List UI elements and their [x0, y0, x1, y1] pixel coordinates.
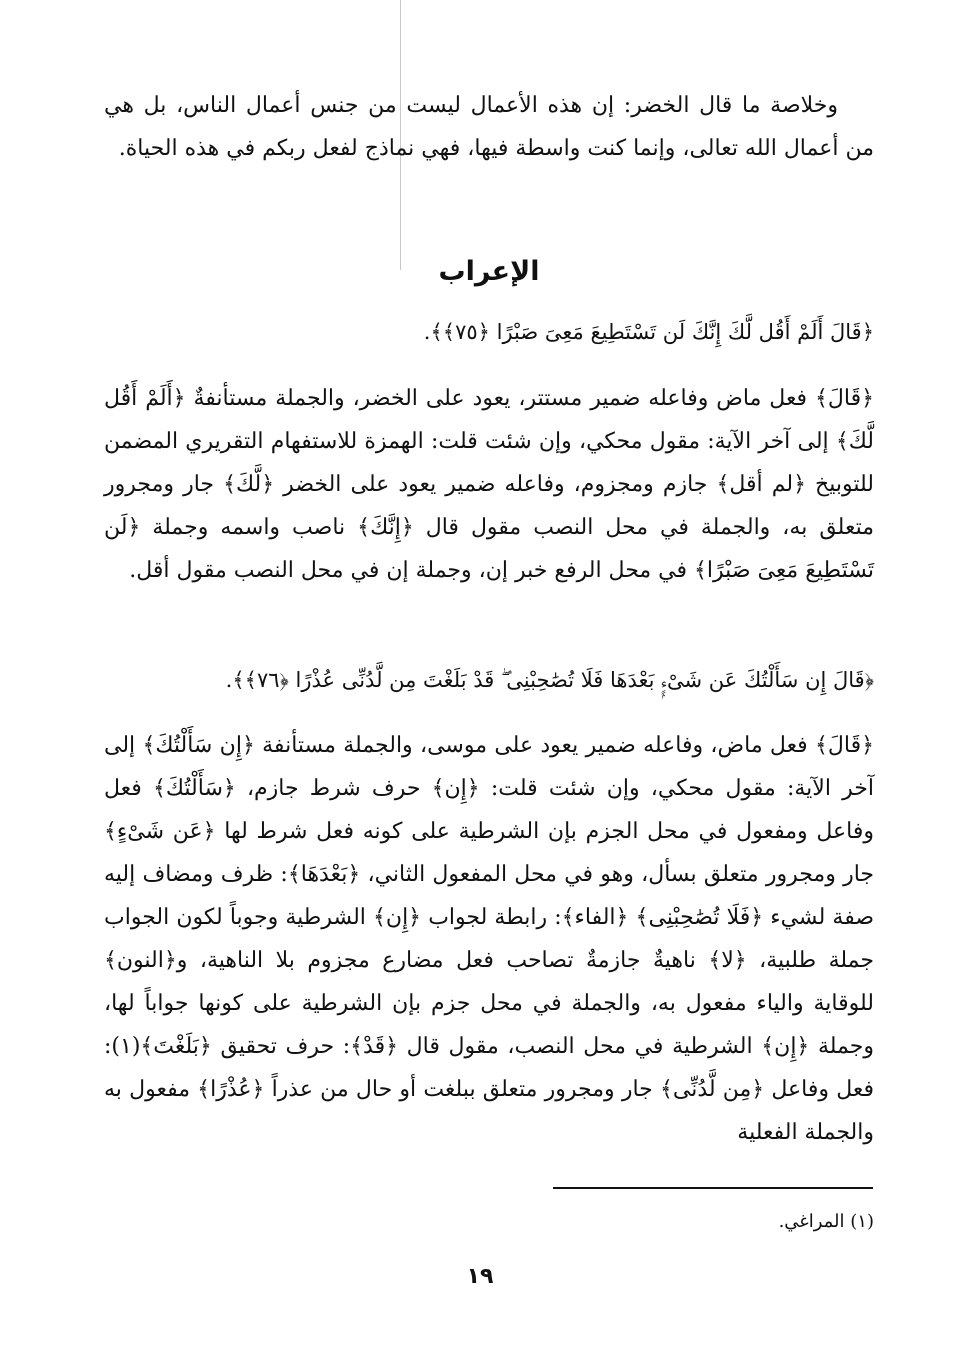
intro-section — [104, 84, 874, 170]
grammar-analysis-verse-75 — [104, 377, 874, 592]
footnote-divider — [553, 1187, 873, 1189]
analysis-paragraph: ﴿قَالَ﴾ فعل ماض، وفاعله ضمير يعود على موسى، والجملة مستأنفة ﴿إِن سَأَلْتُكَ﴾ إلى آخر الآية: مقول محكي، وإن شئت قلت: ﴿إِن﴾ حرف شرط جازم، ﴿سَأَلْتُكَ﴾ فعل وفاعل ومفعول في محل الجزم بإن الشرطية على كونه فعل شرط لها ﴿عَن شَىْءٍ﴾ جار ومجرور متعلق بسأل، وهو في محل المفعول الثاني، ﴿بَعْدَهَا﴾: ظرف ومضاف إليه صفة لشيء ﴿فَلَا تُصَٰحِبْنِى﴾ ﴿الفاء﴾: رابطة لجواب ﴿إِن﴾ الشرطية وجوباً لكون الجواب جملة طلبية، ﴿لا﴾ ناهيةٌ جازمةٌ تصاحب فعل مضارع مجزوم بلا الناهية، و﴿النون﴾ للوقاية والياء مفعول به، والجملة في محل جزم بإن الشرطية على كونها جواباً لها، وجملة ﴿إِن﴾ الشرطية في محل النصب، مقول قال ﴿قَدْ﴾: حرف تحقيق ﴿بَلَغْتَ﴾(١): فعل وفاعل ﴿مِن لَّدُنِّى﴾ جار ومجرور متعلق ببلغت أو حال من عذراً ﴿عُذْرًا﴾ مفعول به والجملة الفعلية — [104, 733, 874, 1145]
quran-verse-75: ﴿قَالَ أَلَمْ أَقُل لَّكَ إِنَّكَ لَن تَسْتَطِيعَ مَعِىَ صَبْرًا ﴿٧٥﴾﴾. — [423, 320, 874, 344]
analysis-paragraph: ﴿قَالَ﴾ فعل ماض وفاعله ضمير مستتر، يعود على الخضر، والجملة مستأنفةٌ ﴿أَلَمْ أَقُل لَّكَ﴾ إلى آخر الآية: مقول محكي، وإن شئت قلت: الهمزة للاستفهام التقريري المضمن للتوبيخ ﴿لم أقل﴾ جازم ومجزوم، وفاعله ضمير يعود على الخضر ﴿لَّكَ﴾ جار ومجرور متعلق به، والجملة في محل النصب مقول قال ﴿إِنَّكَ﴾ ناصب واسمه وجملة ﴿لَن تَسْتَطِيعَ مَعِىَ صَبْرًا﴾ في محل الرفع خبر إن، وجملة إن في محل النصب مقول أقل. — [104, 386, 874, 583]
footnote: (١) المراغي. — [778, 1211, 874, 1232]
section-heading: الإعراب — [438, 256, 540, 287]
quran-verse-76: ﴿قَالَ إِن سَأَلْتُكَ عَن شَىْءٍۭ بَعْدَهَا فَلَا تُصَٰحِبْنِى ۖ قَدْ بَلَغْتَ مِن لَّدُنِّى عُذْرًا ﴿٧٦﴾﴾. — [225, 668, 874, 692]
grammar-analysis-verse-76 — [104, 724, 874, 1154]
page-number: ١٩ — [466, 1264, 494, 1289]
intro-paragraph: وخلاصة ما قال الخضر: إن هذه الأعمال ليست من جنس أعمال الناس، بل هي من أعمال الله تعالى، وإنما كنت واسطة فيها، فهي نماذج لفعل ربكم في هذه الحياة. — [104, 93, 874, 161]
